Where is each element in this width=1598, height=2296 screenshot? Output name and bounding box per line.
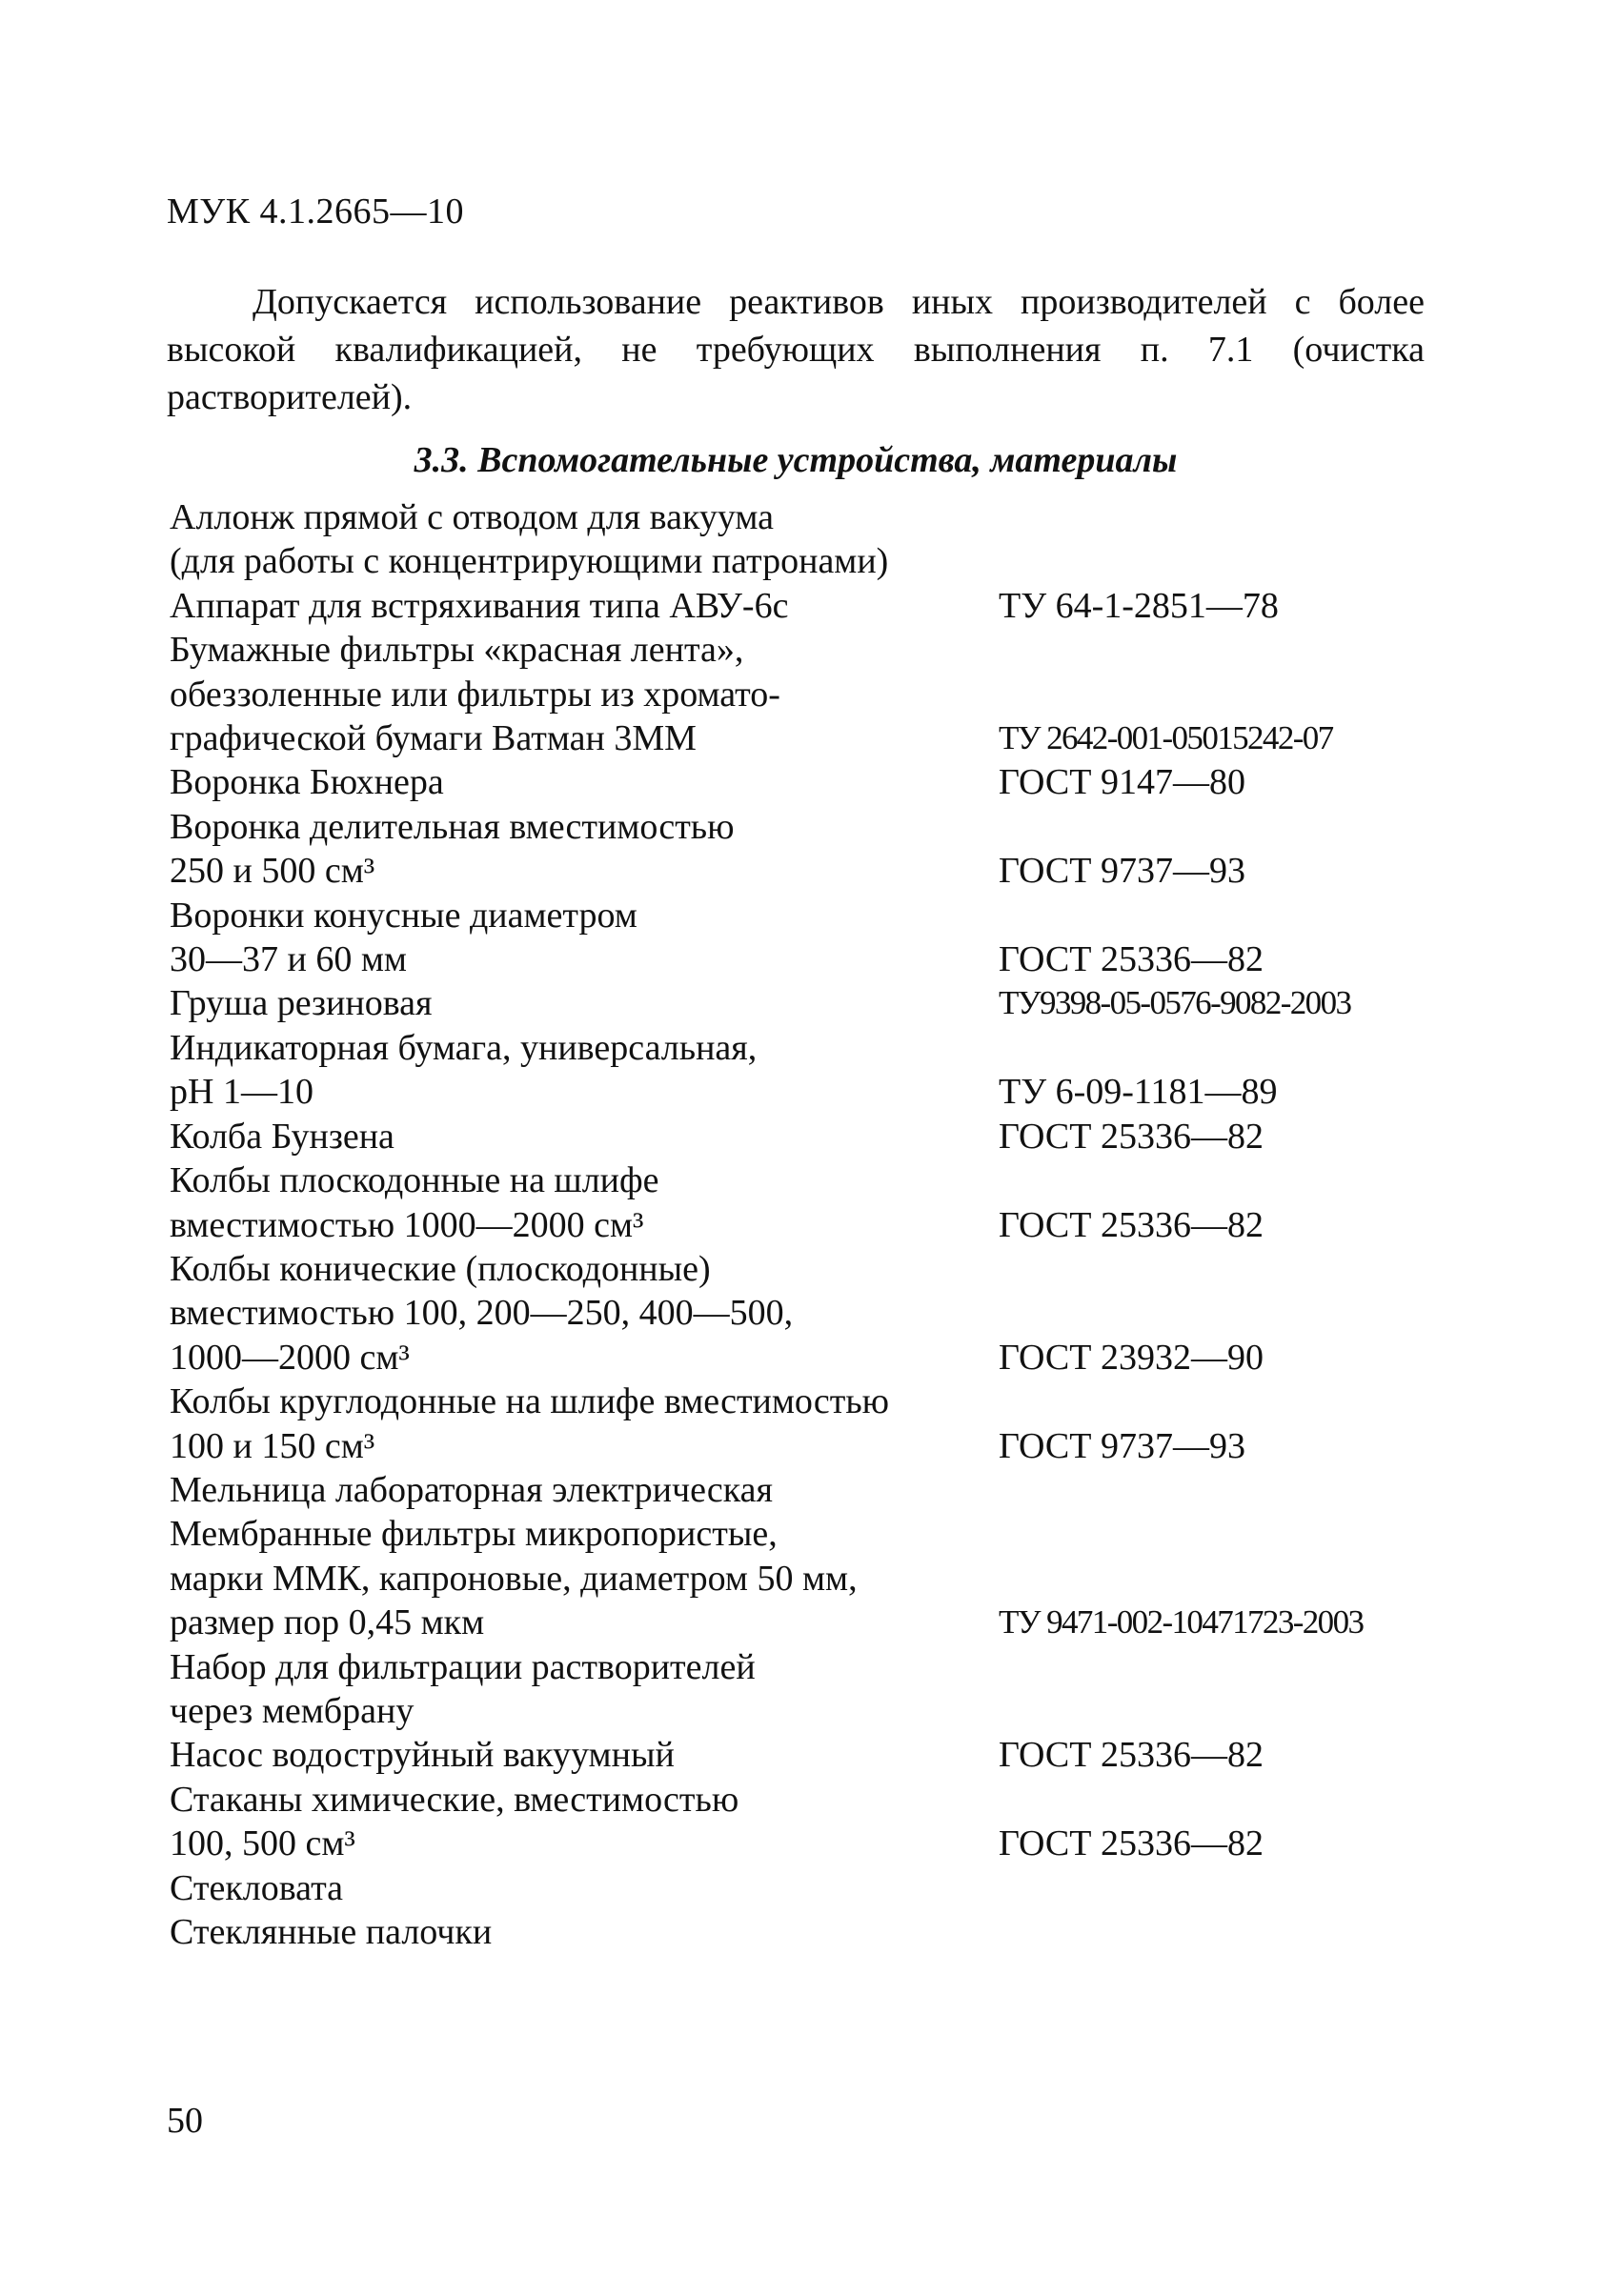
equipment-name: Мельница лабораторная электрическая xyxy=(170,1469,773,1510)
equipment-name: Аппарат для встряхивания типа АВУ-6с xyxy=(170,585,789,626)
equipment-standard: ТУ 2642-001-05015242-07 xyxy=(999,719,1333,757)
equipment-name: Колбы круглодонные на шлифе вместимостью 100 и 150 см³ xyxy=(170,1381,890,1466)
equipment-standard: ТУ 6-09-1181—89 xyxy=(999,1072,1278,1113)
equipment-standard: ТУ 64-1-2851—78 xyxy=(999,585,1279,626)
equipment-row xyxy=(170,584,1446,628)
equipment-row xyxy=(170,1247,1446,1380)
equipment-name: Стеклянные палочки xyxy=(170,1912,493,1952)
equipment-row xyxy=(170,1158,1446,1247)
equipment-name: Аллонж прямой с отводом для вакуума (для работы с концентрирующими патронами) xyxy=(170,497,889,582)
equipment-row xyxy=(170,1115,1446,1158)
equipment-name: Стекловата xyxy=(170,1867,344,1908)
equipment-row xyxy=(170,1733,1446,1777)
equipment-name: Воронка делительная вместимостью 250 и 500 см³ xyxy=(170,806,735,892)
equipment-name: Воронки конусные диаметром 30—37 и 60 мм xyxy=(170,895,637,980)
equipment-row xyxy=(170,1866,1446,1910)
equipment-row xyxy=(170,1778,1446,1866)
equipment-row xyxy=(170,628,1446,760)
equipment-name: Колба Бунзена xyxy=(170,1116,394,1157)
equipment-row xyxy=(170,1380,1446,1468)
equipment-row xyxy=(170,1512,1446,1644)
equipment-row xyxy=(170,760,1446,804)
section-heading: 3.3. Вспомогательные устройства, материалы xyxy=(414,440,1178,480)
equipment-name: Воронка Бюхнера xyxy=(170,762,444,803)
equipment-row xyxy=(170,805,1446,894)
equipment-row xyxy=(170,1026,1446,1115)
intro-paragraph: Допускается использование реактивов иных производителей с более высокой квалификацией, не требующих выполнения п. 7.1 (очистка растворителей). xyxy=(167,282,1425,417)
equipment-name: Бумажные фильтры «красная лента», обеззоленные или фильтры из хромато- графической бумаги Ватман 3ММ xyxy=(170,630,780,759)
equipment-standard: ГОСТ 25336—82 xyxy=(999,1735,1264,1776)
equipment-standard: ГОСТ 25336—82 xyxy=(999,1204,1264,1245)
equipment-name: Колбы плоскодонные на шлифе вместимостью 1000—2000 см³ xyxy=(170,1160,659,1245)
equipment-name: Насос водоструйный вакуумный xyxy=(170,1735,675,1776)
document-code: МУК 4.1.2665—10 xyxy=(167,191,465,232)
equipment-name: Колбы конические (плоскодонные) вместимостью 100, 200—250, 400—500, 1000—2000 см³ xyxy=(170,1248,794,1378)
equipment-standard: ГОСТ 9737—93 xyxy=(999,851,1245,892)
equipment-name: Индикаторная бумага, универсальная, pH 1—10 xyxy=(170,1027,758,1113)
equipment-name: Набор для фильтрации растворителей через мембрану xyxy=(170,1646,756,1731)
equipment-standard: ГОСТ 9147—80 xyxy=(999,762,1245,803)
equipment-standard: ГОСТ 9737—93 xyxy=(999,1425,1245,1466)
equipment-list xyxy=(170,495,1446,1954)
equipment-standard: ТУ 9471-002-10471723-2003 xyxy=(999,1603,1364,1641)
equipment-row xyxy=(170,1645,1446,1734)
equipment-name: Стаканы химические, вместимостью 100, 500 см³ xyxy=(170,1779,739,1864)
equipment-standard: ГОСТ 25336—82 xyxy=(999,1823,1264,1864)
equipment-name: Груша резиновая xyxy=(170,983,433,1024)
equipment-name: Мембранные фильтры микропористые, марки ММК, капроновые, диаметром 50 мм, размер пор 0,45 мкм xyxy=(170,1514,858,1643)
page-number: 50 xyxy=(167,2101,203,2141)
equipment-row xyxy=(170,981,1446,1025)
equipment-standard: ГОСТ 23932—90 xyxy=(999,1337,1264,1378)
equipment-row xyxy=(170,894,1446,982)
equipment-row xyxy=(170,495,1446,584)
equipment-row xyxy=(170,1910,1446,1954)
equipment-standard: ГОСТ 25336—82 xyxy=(999,939,1264,980)
equipment-standard: ТУ9398-05-0576-9082-2003 xyxy=(999,984,1351,1022)
equipment-standard: ГОСТ 25336—82 xyxy=(999,1116,1264,1157)
equipment-row xyxy=(170,1468,1446,1512)
